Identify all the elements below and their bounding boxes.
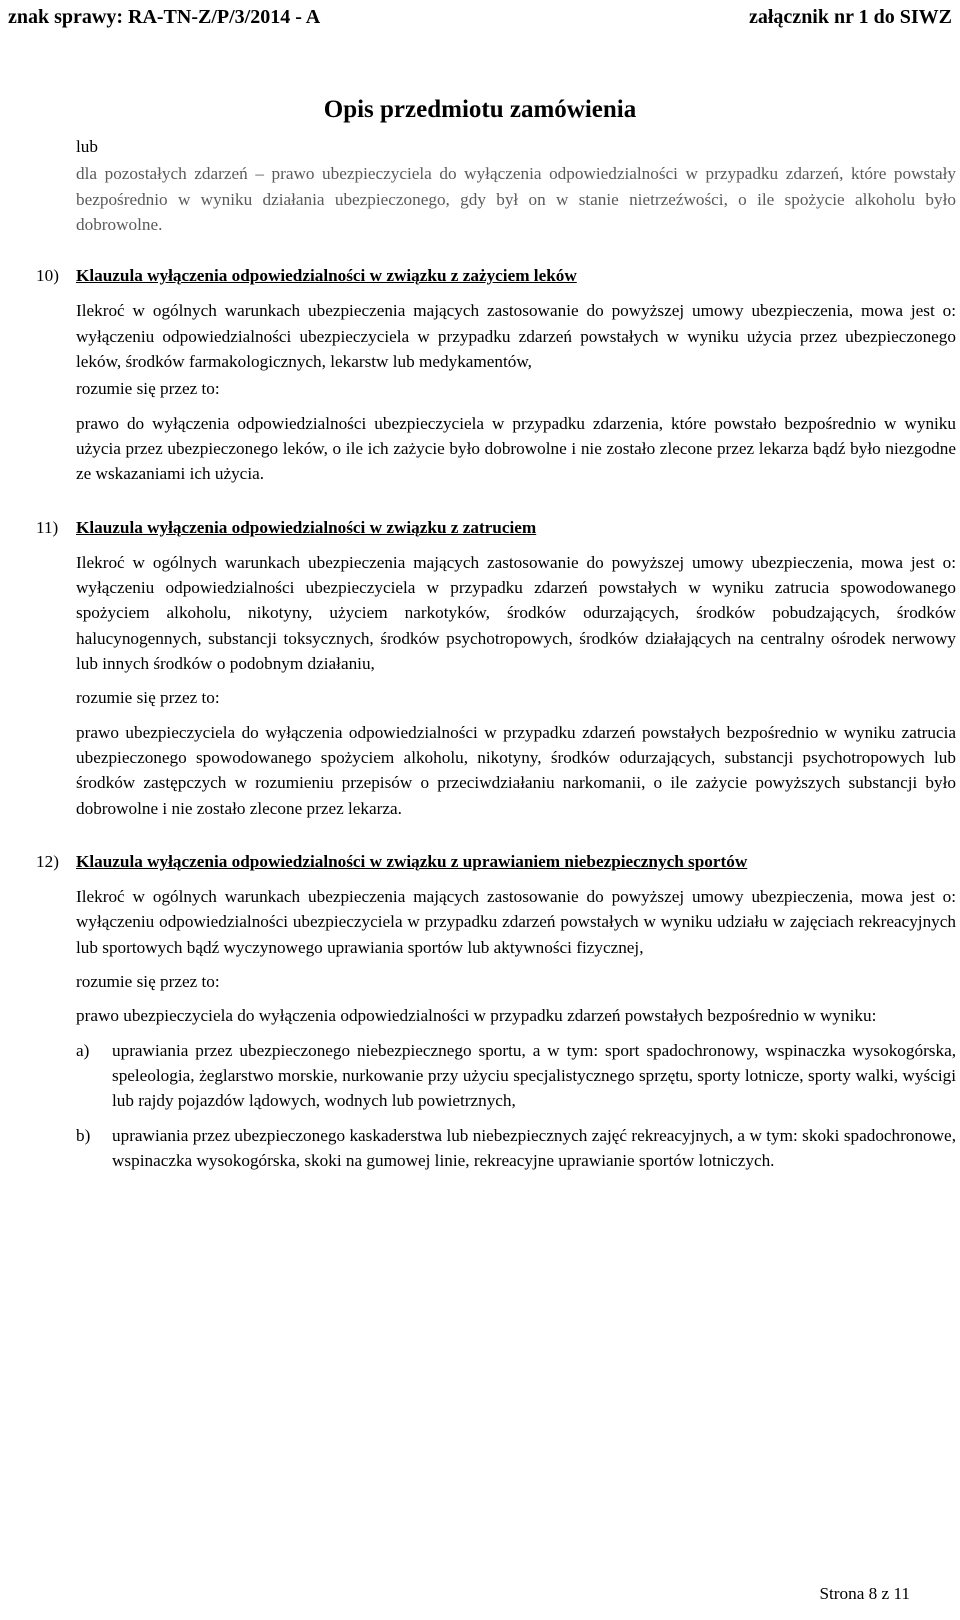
document-body	[36, 134, 956, 1173]
section-12-understood: rozumie się przez to:	[76, 972, 220, 992]
section-title: Klauzula wyłączenia odpowiedzialności w związku z zażyciem leków	[76, 266, 577, 286]
section-title: Klauzula wyłączenia odpowiedzialności w związku z uprawianiem niebezpiecznych sportów	[76, 851, 748, 871]
section-12-heading	[36, 849, 956, 874]
section-10-understood: rozumie się przez to:	[76, 379, 220, 399]
section-10-body: Ilekroć w ogólnych warunkach ubezpieczenia mających zastosowanie do powyższej umowy ubezpieczenia, mowa jest o: wyłączeniu odpowiedzialności ubezpieczyciela w przypadku zdarzeń powstałych w wyniku użycia przez ubezpieczonego leków, środków farmakologicznych, lekarstw lub medykamentów,	[76, 301, 956, 372]
list-item	[76, 1038, 956, 1114]
section-number: 10)	[36, 266, 59, 286]
case-number: znak sprawy: RA-TN-Z/P/3/2014 - A	[8, 6, 321, 28]
section-12-body: Ilekroć w ogólnych warunkach ubezpieczenia mających zastosowanie do powyższej umowy ubezpieczenia, mowa jest o: wyłączeniu odpowiedzialności ubezpieczyciela w przypadku zdarzeń powstałych w wyniku udziału w zajęciach rekreacyjnych lub sportowych bądź wyczynowego uprawiania sportów lub aktywności fizycznej,	[76, 887, 956, 957]
section-title: Klauzula wyłączenia odpowiedzialności w związku z zatruciem	[76, 517, 537, 537]
section-11-heading	[36, 515, 956, 540]
section-11-meaning: prawo ubezpieczyciela do wyłączenia odpowiedzialności w przypadku zdarzeń powstałych bezpośrednio w wyniku zatrucia ubezpieczonego spowodowanego spożyciem alkoholu, nikotyny, środków odurzających, substancji psychotropowych lub środków zastępczych w rozumieniu przepisów o przeciwdziałaniu narkomanii, o ile zażycie powyższych substancji było dobrowolne i nie zostało zlecone przez lekarza.	[76, 722, 956, 818]
section-10-meaning: prawo do wyłączenia odpowiedzialności ubezpieczyciela w przypadku zdarzenia, które powstało bezpośrednio w wyniku użycia przez ubezpieczonego leków, o ile ich zażycie było dobrowolne i nie zostało zlecone przez lekarza bądź było niezgodne ze wskazaniami ich użycia.	[76, 413, 956, 484]
section-12-meaning: prawo ubezpieczyciela do wyłączenia odpowiedzialności w przypadku zdarzeń powstałych bezpośrednio w wyniku:	[76, 1006, 877, 1026]
section-number: 11)	[36, 517, 59, 537]
section-10-heading	[36, 263, 956, 288]
list-item	[76, 1123, 956, 1174]
intro-paragraph: dla pozostałych zdarzeń – prawo ubezpieczyciela do wyłączenia odpowiedzialności w przypadku zdarzeń, które powstały bezpośrednio w wyniku działania ubezpieczonego, gdy był on w stanie nietrzeźwości, o ile spożycie alkoholu było dobrowolne.	[76, 164, 956, 234]
list-marker: b)	[76, 1125, 91, 1145]
attachment-label: załącznik nr 1 do SIWZ	[749, 6, 952, 28]
section-11-understood: rozumie się przez to:	[76, 688, 220, 708]
list-item-text: uprawiania przez ubezpieczonego niebezpiecznego sportu, a w tym: sport spadochronowy, wspinaczka wysokogórska, speleologia, żeglarstwo morskie, nurkowanie przy użyciu specjalistycznego sprzętu, sporty lotnicze, sporty walki, wyścigi lub rajdy pojazdów lądowych, wodnych lub powietrznych,	[112, 1040, 956, 1111]
section-11-body: Ilekroć w ogólnych warunkach ubezpieczenia mających zastosowanie do powyższej umowy ubezpieczenia, mowa jest o: wyłączeniu odpowiedzialności ubezpieczyciela w przypadku zdarzeń powstałych w wyniku zatrucia spowodowanego spożyciem alkoholu, nikotyny, użyciem narkotyków, środków odurzających, środków pobudzających, środków halucynogennych, substancji toksycznych, środków psychotropowych, środków działających na centralny ośrodek nerwowy lub innych środków o podobnym działaniu,	[76, 552, 956, 674]
section-number: 12)	[36, 851, 59, 871]
list-item-text: uprawiania przez ubezpieczonego kaskaderstwa lub niebezpiecznych zajęć rekreacyjnych, a w tym: skoki spadochronowe, wspinaczka wysokogórska, skoki na gumowej linie, rekreacyjne uprawianie sportów lotniczych.	[112, 1125, 956, 1170]
list-marker: a)	[76, 1040, 90, 1060]
page-number: Strona 8 z 11	[819, 1584, 910, 1603]
page-title: Opis przedmiotu zamówienia	[323, 96, 637, 123]
intro-lub: lub	[76, 137, 98, 156]
section-12-list	[76, 1038, 956, 1173]
